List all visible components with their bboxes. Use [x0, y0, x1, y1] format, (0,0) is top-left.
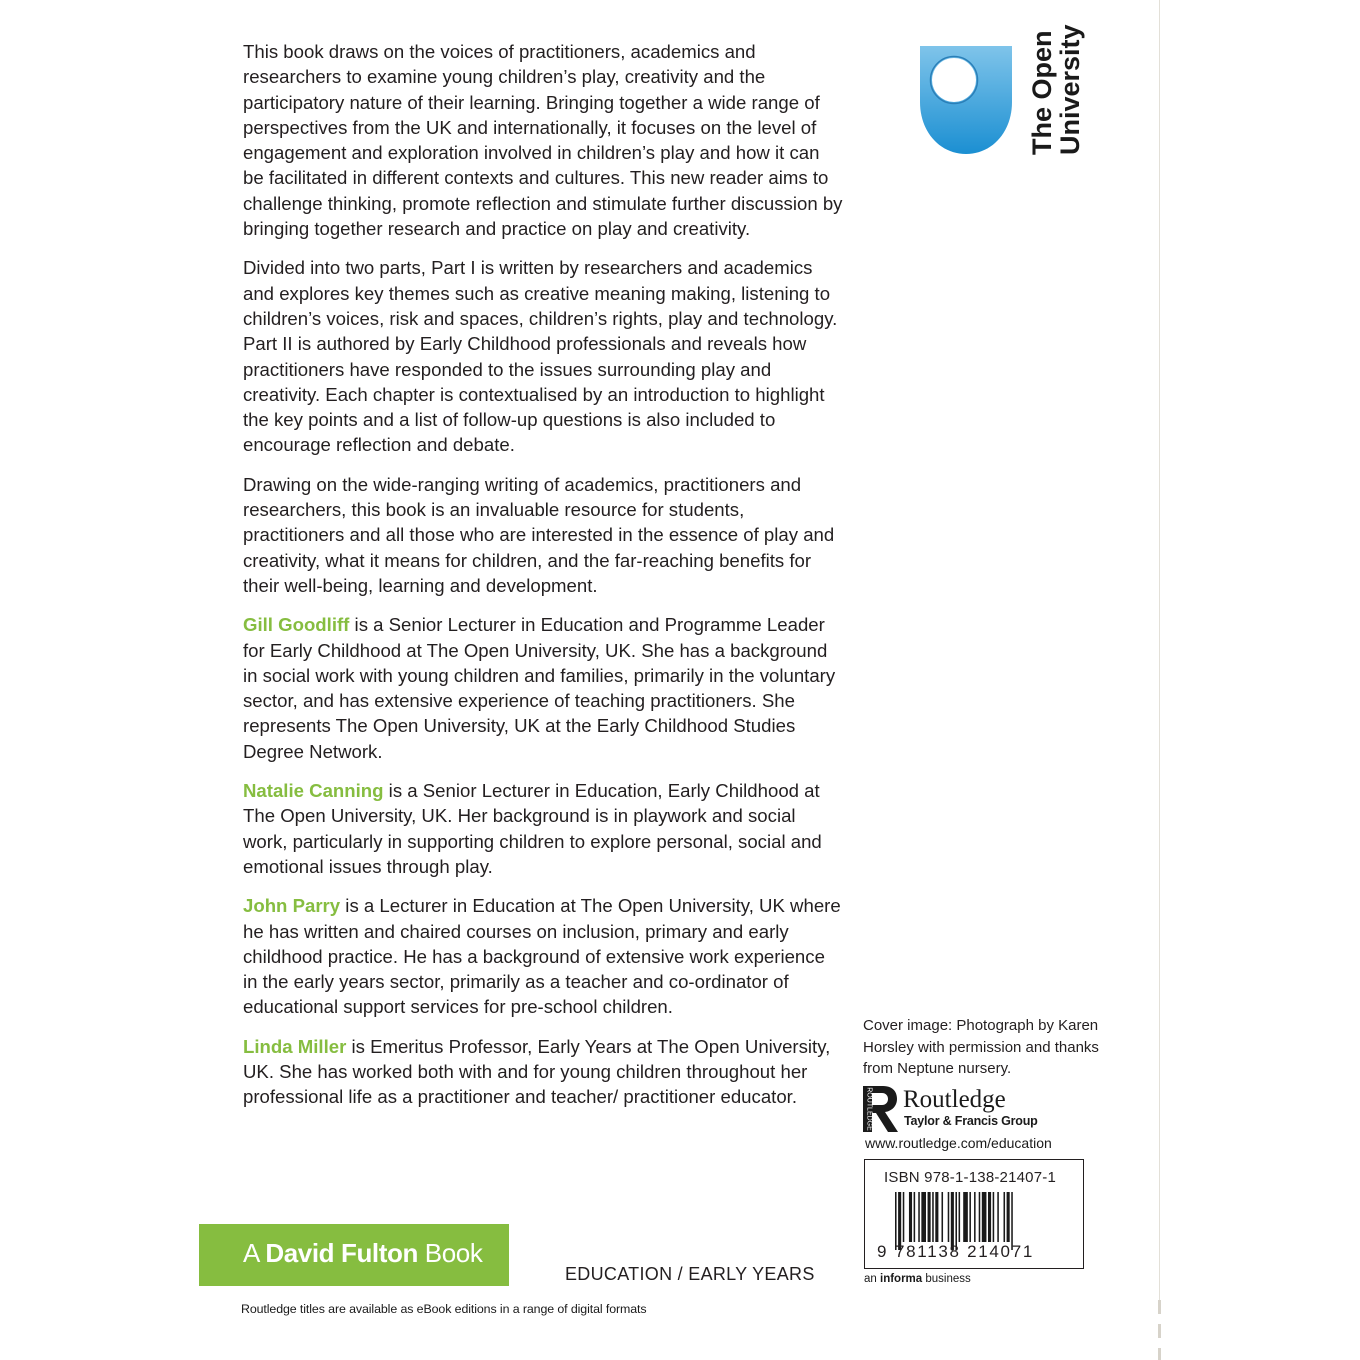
imprint-suffix: Book: [417, 1238, 483, 1268]
blurb-paragraph-1: This book draws on the voices of practitioners, academics and researchers to examine young children’s play, creativity and the participatory nature of their learning. Bringing together a wide range of perspectives from the UK and internationally, it focuses on the level of engagement and exploration involved in children’s play and how it can be facilitated in different contexts and cultures. This new reader aims to challenge thinking, promote reflection and stimulate further discussion by bringing together research and practice on play and creativity.: [243, 41, 843, 240]
blurb-paragraph-2: Divided into two parts, Part I is written by researchers and academics and explores key themes such as creative meaning making, listening to children’s voices, risk and spaces, children’s rights, play and technology. Part II is authored by Early Childhood professionals and reveals how practitioners have responded to the issues surrounding play and creativity. Each chapter is contextualised by an introduction to highlight the key points and a list of follow-up questions is also included to encourage reflection and debate.: [243, 257, 838, 456]
barcode-bar: [959, 1192, 961, 1242]
david-fulton-imprint-banner: [199, 1224, 509, 1286]
author-bio: [243, 612, 843, 764]
author-bio-text: is a Senior Lecturer in Education, Early Childhood at The Open University, UK. Her background is in playwork and social work, particularly in supporting children to explore personal, social and emotional issues through play.: [243, 780, 822, 877]
barcode-bar: [982, 1192, 987, 1242]
publisher-group: Taylor & Francis Group: [904, 1114, 1038, 1128]
barcode-bar: [988, 1192, 991, 1242]
author-name: Natalie Canning: [243, 780, 384, 802]
blurb-paragraph-3: Drawing on the wide-ranging writing of academics, practitioners and researchers, this book is an invaluable resource for students, practitioners and all those who are interested in the essence of play and creativity, what it means for children, and the far-reaching benefits for their well-being, learning and development.: [243, 473, 835, 596]
informa-word: informa: [880, 1273, 923, 1285]
imprint-text: [243, 1238, 482, 1269]
isbn-label: ISBN 978-1-138-21407-1: [884, 1169, 1057, 1186]
barcode-bar: [963, 1192, 968, 1242]
author-bio: [243, 1034, 843, 1110]
barcode-bar: [932, 1192, 934, 1242]
barcode-bar: [918, 1192, 920, 1242]
author-name: Linda Miller: [243, 1035, 347, 1057]
barcode-bar: [921, 1192, 926, 1242]
cover-image-credit: Cover image: Photograph by Karen Horsley with permission and thanks from Neptune nursery.: [863, 1017, 1099, 1077]
crop-marks: [1158, 1300, 1161, 1360]
ou-wordmark-line-1: The Open: [1027, 30, 1057, 155]
blurb-column: [243, 39, 843, 1124]
barcode-first-digit: 9: [877, 1242, 887, 1261]
barcode-bar: [942, 1192, 944, 1242]
informa-prefix: an: [864, 1273, 877, 1285]
barcode-bar: [928, 1192, 931, 1242]
author-name: John Parry: [243, 895, 341, 917]
isbn-barcode-box: [864, 1159, 1084, 1269]
author-bio-text: is a Senior Lecturer in Education and Programme Leader for Early Childhood at The Open University, UK. She has a background in social work with young children and families, primarily in the voluntary sector, and has extensive experience of teaching practitioners. She represents The Open University, UK at the Early Childhood Studies Degree Network.: [243, 614, 836, 762]
author-bio: [243, 778, 843, 879]
barcode-bar: [997, 1192, 999, 1242]
barcode-bar: [909, 1192, 912, 1242]
barcode-bar: [948, 1192, 950, 1242]
routledge-r-icon: [863, 1086, 899, 1132]
barcode-bar: [935, 1192, 938, 1242]
open-university-shield-icon: [918, 44, 1014, 156]
ebook-availability-note: Routledge titles are available as eBook editions in a range of digital formats: [241, 1302, 647, 1316]
barcode-bar: [979, 1192, 981, 1242]
page-edge-line: [1159, 0, 1160, 1300]
publisher-url: www.routledge.com/education: [865, 1135, 1052, 1151]
author-name: Gill Goodliff: [243, 614, 350, 636]
barcode-bar: [969, 1192, 971, 1242]
barcode-bar: [1007, 1192, 1010, 1242]
barcode-bar: [993, 1192, 995, 1242]
barcode-bar: [1004, 1192, 1006, 1242]
subject-category: EDUCATION / EARLY YEARS: [565, 1264, 815, 1284]
routledge-logo: [863, 1086, 1093, 1132]
informa-suffix: business: [925, 1273, 971, 1285]
barcode-bar: [914, 1192, 916, 1242]
publisher-name: Routledge: [903, 1086, 1006, 1113]
author-bio-text: is a Lecturer in Education at The Open University, UK where he has written and chaired courses on inclusion, primary and early childhood practice. He has a background of extensive work experience in the early years sector, primarily as a teacher and co-ordinator of educational support services for pre-school children.: [243, 895, 841, 1018]
svg-text:ROUTLEDGE: ROUTLEDGE: [865, 1087, 873, 1131]
barcode-bar: [903, 1192, 905, 1242]
barcode-digits: 781138 214071: [895, 1242, 1035, 1261]
informa-business-tagline: [864, 1273, 971, 1285]
ou-wordmark-line-2: University: [1055, 24, 1085, 155]
barcode-bar: [974, 1192, 976, 1242]
author-bio-text: is Emeritus Professor, Early Years at The Open University, UK. She has worked both with and for young children throughout her professional life as a practitioner and teacher/ practitioner educator.: [243, 1035, 831, 1108]
open-university-wordmark: [1028, 24, 1084, 155]
author-bio: [243, 893, 843, 1019]
imprint-name: David Fulton: [265, 1238, 418, 1268]
imprint-prefix: A: [243, 1238, 266, 1268]
